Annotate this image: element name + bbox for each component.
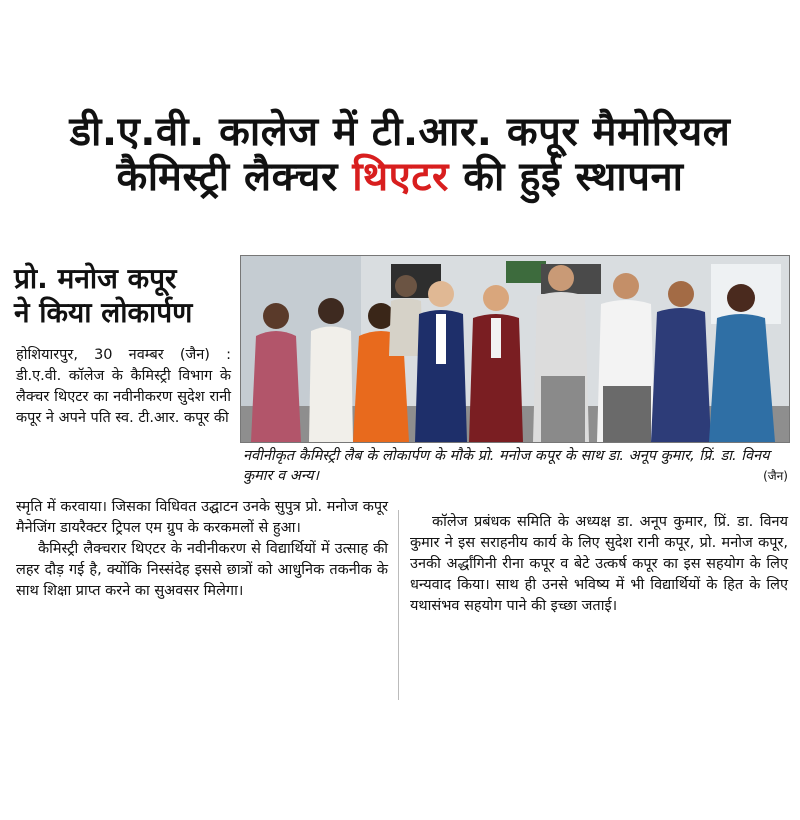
headline-line-2-start: कैमिस्ट्री लैक्चर [116,153,353,200]
article-column-left [16,497,388,602]
article-intro: होशियारपुर, 30 नवम्बर (जैन) : डी.ए.वी. कॉलेज के कैमिस्ट्री विभाग के लैक्चर थिएटर का नवीनीकरण सुदेश रानी कपूर ने अपने पति स्व. टी.आर. कपूर की [16,347,231,427]
article-paragraph-3: कॉलेज प्रबंधक समिति के अध्यक्ष डा. अनूप कुमार, प्रिं. डा. विनय कुमार ने इस सराहनीय कार्य के लिए सुदेश रानी कपूर, प्रो. मनोज कपूर, उनकी अर्द्धांगिनी रीना कपूर व बेटे उत्कर्ष कपूर का इस सहयोग के लिए धन्यवाद किया। साथ ही उनसे भविष्य में भी विद्यार्थियों के हित के लिए यथासंभव सहयोग पाने की इच्छा जताई। [410,514,788,615]
column-divider [398,510,399,700]
subheadline [14,262,234,329]
subheadline-line-2: ने किया लोकार्पण [14,295,193,329]
event-photo-illustration [241,256,789,442]
article-intro-continued: स्मृति में करवाया। जिसका विधिवत उद्घाटन उनके सुपुत्र प्रो. मनोज कपूर मैनेजिंग डायरैक्टर ट्रिपल एम ग्रुप के करकमलों से हुआ। [16,499,388,537]
photo-caption [243,446,788,487]
headline-line-2 [10,155,790,200]
headline [10,110,790,200]
photo-credit: (जैन) [763,469,788,484]
headline-line-1: डी.ए.वी. कालेज में टी.आर. कपूर मैमोरियल [69,109,731,155]
photo-caption-text: नवीनीकृत कैमिस्ट्री लैब के लोकार्पण के मौके प्रो. मनोज कपूर के साथ डा. अनूप कुमार, प्रिं. डा. विनय कुमार व अन्य। [243,448,770,485]
headline-line-2-end: की हुई स्थापना [448,153,684,200]
headline-highlight-word: थिएटर [352,153,449,200]
event-photo [240,255,790,443]
subheadline-line-1: प्रो. मनोज कपूर [14,262,177,295]
article-paragraph-2: कैमिस्ट्री लैक्चरार थिएटर के नवीनीकरण से विद्यार्थियों में उत्साह की लहर दौड़ गई है, क्योंकि निस्संदेह इससे छात्रों को आधुनिक तकनीक के साथ शिक्षा प्राप्त करने का सुअवसर मिलेगा। [16,541,388,600]
article-column-right [410,512,788,617]
